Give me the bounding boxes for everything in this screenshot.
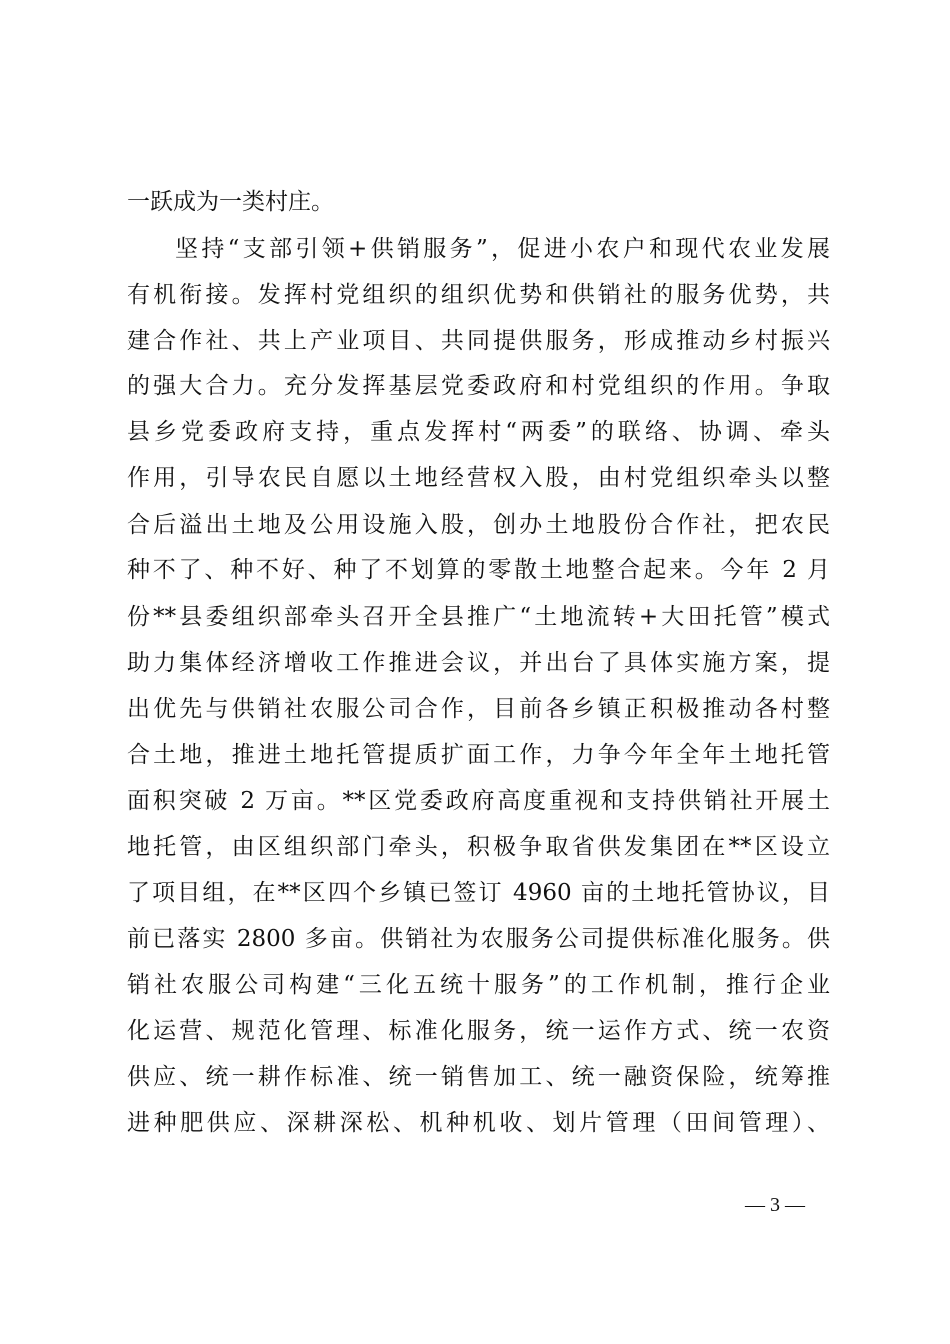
page-number: — 3 —	[745, 1194, 805, 1216]
text-line: 种不了、种不好、种了不划算的零散土地整合起来。今年 2 月	[127, 557, 830, 583]
text-line: 的强大合力。充分发挥基层党委政府和村党组织的作用。争取	[127, 373, 830, 399]
text-line: 出优先与供销社农服公司合作，目前各乡镇正积极推动各村整	[127, 696, 830, 722]
text-line: 助力集体经济增收工作推进会议，并出台了具体实施方案，提	[127, 650, 830, 676]
text-line: 一跃成为一类村庄。	[127, 189, 334, 215]
paragraph-first-line: 坚持“支部引领+供销服务”，促进小农户和现代农业发展	[175, 236, 830, 262]
text-line: 进种肥供应、深耕深松、机种机收、划片管理（田间管理）、	[127, 1110, 830, 1136]
text-line: 销社农服公司构建“三化五统十服务”的工作机制，推行企业	[127, 972, 830, 998]
text-line: 前已落实 2800 多亩。供销社为农服务公司提供标准化服务。供	[127, 926, 830, 952]
text-line: 面积突破 2 万亩。**区党委政府高度重视和支持供销社开展土	[127, 788, 830, 814]
text-line: 作用，引导农民自愿以土地经营权入股，由村党组织牵头以整	[127, 465, 830, 491]
text-line: 建合作社、共上产业项目、共同提供服务，形成推动乡村振兴	[127, 328, 830, 354]
text-line: 了项目组，在**区四个乡镇已签订 4960 亩的土地托管协议，目	[127, 880, 830, 906]
text-line: 地托管，由区组织部门牵头，积极争取省供发集团在**区设立	[127, 834, 830, 860]
text-line: 合后溢出土地及公用设施入股，创办土地股份合作社，把农民	[127, 512, 830, 538]
text-line: 县乡党委政府支持，重点发挥村“两委”的联络、协调、牵头	[127, 419, 830, 445]
text-line: 份**县委组织部牵头召开全县推广“土地流转+大田托管”模式	[127, 604, 830, 630]
text-line: 化运营、规范化管理、标准化服务，统一运作方式、统一农资	[127, 1018, 830, 1044]
text-line: 合土地，推进土地托管提质扩面工作，力争今年全年土地托管	[127, 742, 830, 768]
text-line: 供应、统一耕作标准、统一销售加工、统一融资保险，统筹推	[127, 1064, 830, 1090]
text-line: 有机衔接。发挥村党组织的组织优势和供销社的服务优势，共	[127, 282, 830, 308]
